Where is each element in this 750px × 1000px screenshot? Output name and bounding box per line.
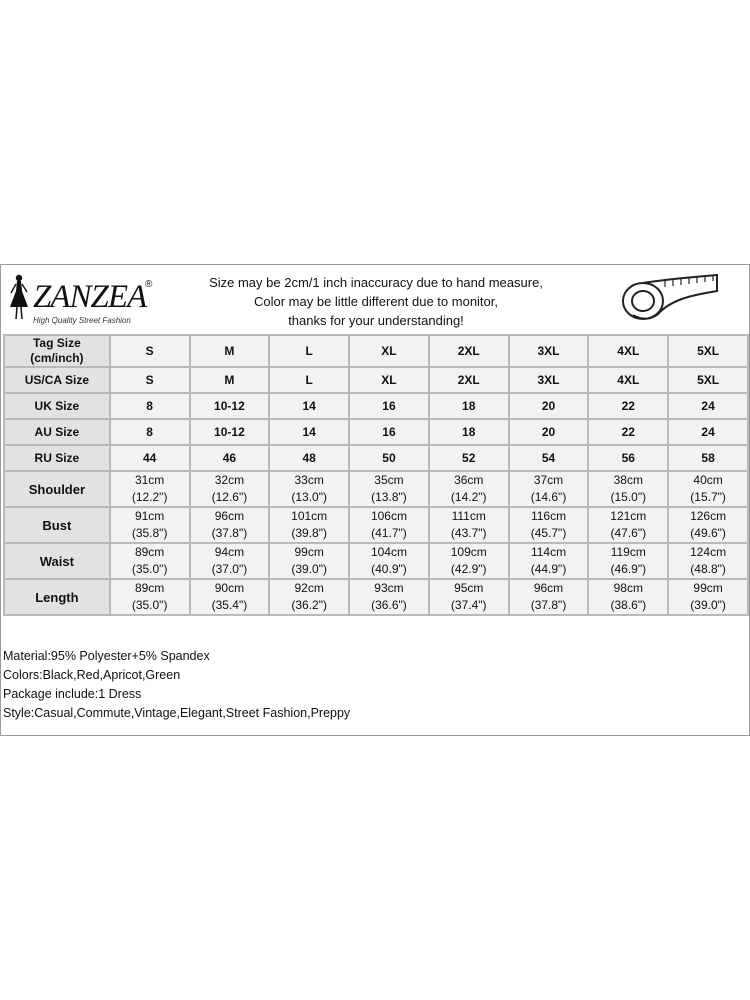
chart-header: [1, 265, 749, 334]
size-cell: 58: [668, 445, 748, 471]
table-header-row: [4, 335, 748, 367]
inch-value: (36.2"): [291, 598, 327, 612]
cm-value: 114cm: [530, 545, 567, 559]
size-cell: 20: [509, 419, 589, 445]
measurement-cell: [349, 507, 429, 543]
measurement-cell: [190, 471, 270, 507]
product-info: [3, 647, 350, 723]
measurement-cell: [588, 507, 668, 543]
size-cell: 24: [668, 393, 748, 419]
size-chart: [0, 264, 750, 736]
measurement-cell: [349, 471, 429, 507]
inch-value: (39.8"): [291, 526, 327, 540]
cm-value: 96cm: [214, 509, 245, 523]
row-label: UK Size: [4, 393, 110, 419]
inch-value: (15.7"): [690, 490, 726, 504]
measurement-cell: [668, 543, 748, 579]
inch-value: (12.6"): [211, 490, 248, 504]
table-row: [4, 543, 748, 579]
size-cell: 5XL: [668, 367, 748, 393]
inch-value: (35.0"): [131, 598, 168, 612]
cm-value: 124cm: [690, 545, 727, 559]
cm-value: 101cm: [291, 509, 328, 523]
inch-value: (43.7"): [450, 526, 487, 540]
cm-value: 106cm: [370, 509, 407, 523]
size-cell: 20: [509, 393, 589, 419]
measurement-cell: [509, 579, 589, 615]
measurement-cell: [190, 507, 270, 543]
size-cell: 10-12: [190, 393, 270, 419]
cm-value: 99cm: [693, 581, 723, 595]
measurement-cell: [110, 579, 190, 615]
measurement-cell: [509, 471, 589, 507]
size-column-header: M: [190, 335, 270, 367]
brand-tagline: High Quality Street Fashion: [33, 316, 131, 325]
measurement-cell: [588, 543, 668, 579]
cm-value: 93cm: [374, 581, 404, 595]
table-row: [4, 393, 748, 419]
measurement-cell: [509, 543, 589, 579]
measurement-cell: [588, 579, 668, 615]
cm-value: 126cm: [690, 509, 727, 523]
table-row: [4, 367, 748, 393]
measurement-label: Waist: [4, 543, 110, 579]
size-cell: 8: [110, 419, 190, 445]
measurement-cell: [269, 579, 349, 615]
size-column-header: 2XL: [429, 335, 509, 367]
inch-value: (15.0"): [610, 490, 647, 504]
inch-value: (14.2"): [450, 490, 487, 504]
measurement-cell: [668, 579, 748, 615]
row-label: RU Size: [4, 445, 110, 471]
measurement-cell: [668, 471, 748, 507]
inch-value: (47.6"): [610, 526, 647, 540]
inch-value: (49.6"): [690, 526, 726, 540]
registered-mark: ®: [145, 279, 153, 290]
size-cell: L: [269, 367, 349, 393]
measurement-cell: [429, 579, 509, 615]
cm-value: 36cm: [454, 473, 484, 487]
cm-value: 92cm: [294, 581, 324, 595]
inch-value: (13.0"): [291, 490, 327, 504]
size-cell: 10-12: [190, 419, 270, 445]
measurement-label: Bust: [4, 507, 110, 543]
size-column-header: L: [269, 335, 349, 367]
size-cell: 44: [110, 445, 190, 471]
measurement-cell: [509, 507, 589, 543]
size-cell: S: [110, 367, 190, 393]
inch-value: (35.4"): [211, 598, 248, 612]
inch-value: (37.0"): [211, 562, 248, 576]
size-column-header: S: [110, 335, 190, 367]
cm-value: 119cm: [610, 545, 646, 559]
package-text: Package include:1 Dress: [3, 687, 142, 701]
cm-value: 111cm: [451, 509, 486, 523]
table-row: [4, 507, 748, 543]
table-row: [4, 579, 748, 615]
cm-value: 31cm: [134, 473, 165, 487]
size-notice: [171, 273, 581, 330]
measurement-cell: [349, 543, 429, 579]
measurement-cell: [429, 543, 509, 579]
cm-value: 116cm: [530, 509, 567, 523]
measurement-cell: [668, 507, 748, 543]
size-cell: 2XL: [429, 367, 509, 393]
tag-size-header-line: Tag Size: [32, 336, 81, 350]
cm-value: 38cm: [613, 473, 643, 487]
size-cell: 46: [190, 445, 270, 471]
measurement-cell: [349, 579, 429, 615]
cm-value: 89cm: [134, 581, 165, 595]
measurement-cell: [110, 543, 190, 579]
inch-value: (48.8"): [690, 562, 726, 576]
notice-line: Size may be 2cm/1 inch inaccuracy due to hand measure,: [209, 275, 543, 290]
inch-value: (35.8"): [131, 526, 168, 540]
table-row: [4, 419, 748, 445]
inch-value: (13.8"): [371, 490, 407, 504]
tag-size-header-line: (cm/inch): [30, 351, 84, 365]
size-column-header: XL: [349, 335, 429, 367]
inch-value: (38.6"): [610, 598, 647, 612]
measuring-tape-icon: [613, 269, 721, 329]
inch-value: (35.0"): [131, 562, 168, 576]
measurement-cell: [429, 507, 509, 543]
size-cell: 52: [429, 445, 509, 471]
inch-value: (44.9"): [530, 562, 567, 576]
measurement-cell: [588, 471, 668, 507]
size-cell: 48: [269, 445, 349, 471]
colors-text: Colors:Black,Red,Apricot,Green: [3, 668, 181, 682]
cm-value: 94cm: [214, 545, 245, 559]
fashion-figure-icon: [7, 273, 31, 321]
cm-value: 96cm: [533, 581, 564, 595]
size-cell: 22: [588, 393, 668, 419]
measurement-label: Length: [4, 579, 110, 615]
inch-value: (40.9"): [371, 562, 407, 576]
measurement-cell: [110, 507, 190, 543]
table-row: [4, 471, 748, 507]
size-cell: 16: [349, 393, 429, 419]
cm-value: 35cm: [374, 473, 404, 487]
size-cell: 50: [349, 445, 429, 471]
cm-value: 37cm: [533, 473, 564, 487]
style-text: Style:Casual,Commute,Vintage,Elegant,Street Fashion,Preppy: [3, 706, 351, 720]
cm-value: 33cm: [294, 473, 324, 487]
measurement-cell: [190, 543, 270, 579]
cm-value: 90cm: [214, 581, 245, 595]
inch-value: (36.6"): [371, 598, 407, 612]
measurement-cell: [429, 471, 509, 507]
inch-value: (37.4"): [450, 598, 487, 612]
cm-value: 109cm: [450, 545, 487, 559]
size-cell: 18: [429, 393, 509, 419]
measurement-cell: [269, 471, 349, 507]
table-row: [4, 445, 748, 471]
size-cell: 54: [509, 445, 589, 471]
size-cell: 18: [429, 419, 509, 445]
brand-logo: [7, 273, 167, 329]
cm-value: 32cm: [214, 473, 245, 487]
row-label: AU Size: [4, 419, 110, 445]
size-column-header: 5XL: [668, 335, 748, 367]
size-cell: 56: [588, 445, 668, 471]
cm-value: 95cm: [454, 581, 484, 595]
size-cell: M: [190, 367, 270, 393]
inch-value: (37.8"): [530, 598, 567, 612]
measurement-cell: [269, 507, 349, 543]
size-column-header: 4XL: [588, 335, 668, 367]
tag-size-header: [4, 335, 110, 367]
size-cell: 24: [668, 419, 748, 445]
brand-name: ZANZEA: [33, 279, 147, 315]
measurement-label: Shoulder: [4, 471, 110, 507]
size-column-header: 3XL: [509, 335, 589, 367]
size-cell: 3XL: [509, 367, 589, 393]
size-cell: 4XL: [588, 367, 668, 393]
size-cell: 14: [269, 393, 349, 419]
cm-value: 40cm: [693, 473, 723, 487]
size-cell: XL: [349, 367, 429, 393]
inch-value: (42.9"): [450, 562, 487, 576]
size-cell: 16: [349, 419, 429, 445]
inch-value: (45.7"): [530, 526, 567, 540]
cm-value: 121cm: [610, 509, 647, 523]
inch-value: (39.0"): [690, 598, 726, 612]
notice-line: thanks for your understanding!: [288, 313, 464, 328]
material-text: Material:95% Polyester+5% Spandex: [3, 649, 210, 663]
measurement-cell: [110, 471, 190, 507]
inch-value: (14.6"): [530, 490, 567, 504]
inch-value: (41.7"): [371, 526, 407, 540]
inch-value: (37.8"): [211, 526, 248, 540]
cm-value: 89cm: [134, 545, 165, 559]
inch-value: (12.2"): [131, 490, 168, 504]
size-cell: 22: [588, 419, 668, 445]
notice-line: Color may be little different due to monitor,: [254, 294, 498, 309]
inch-value: (39.0"): [291, 562, 327, 576]
measurement-cell: [190, 579, 270, 615]
size-cell: 14: [269, 419, 349, 445]
cm-value: 99cm: [294, 545, 324, 559]
cm-value: 91cm: [134, 509, 165, 523]
cm-value: 104cm: [370, 545, 407, 559]
size-table: [3, 334, 749, 616]
cm-value: 98cm: [613, 581, 643, 595]
size-cell: 8: [110, 393, 190, 419]
measurement-cell: [269, 543, 349, 579]
inch-value: (46.9"): [610, 562, 647, 576]
row-label: US/CA Size: [4, 367, 110, 393]
